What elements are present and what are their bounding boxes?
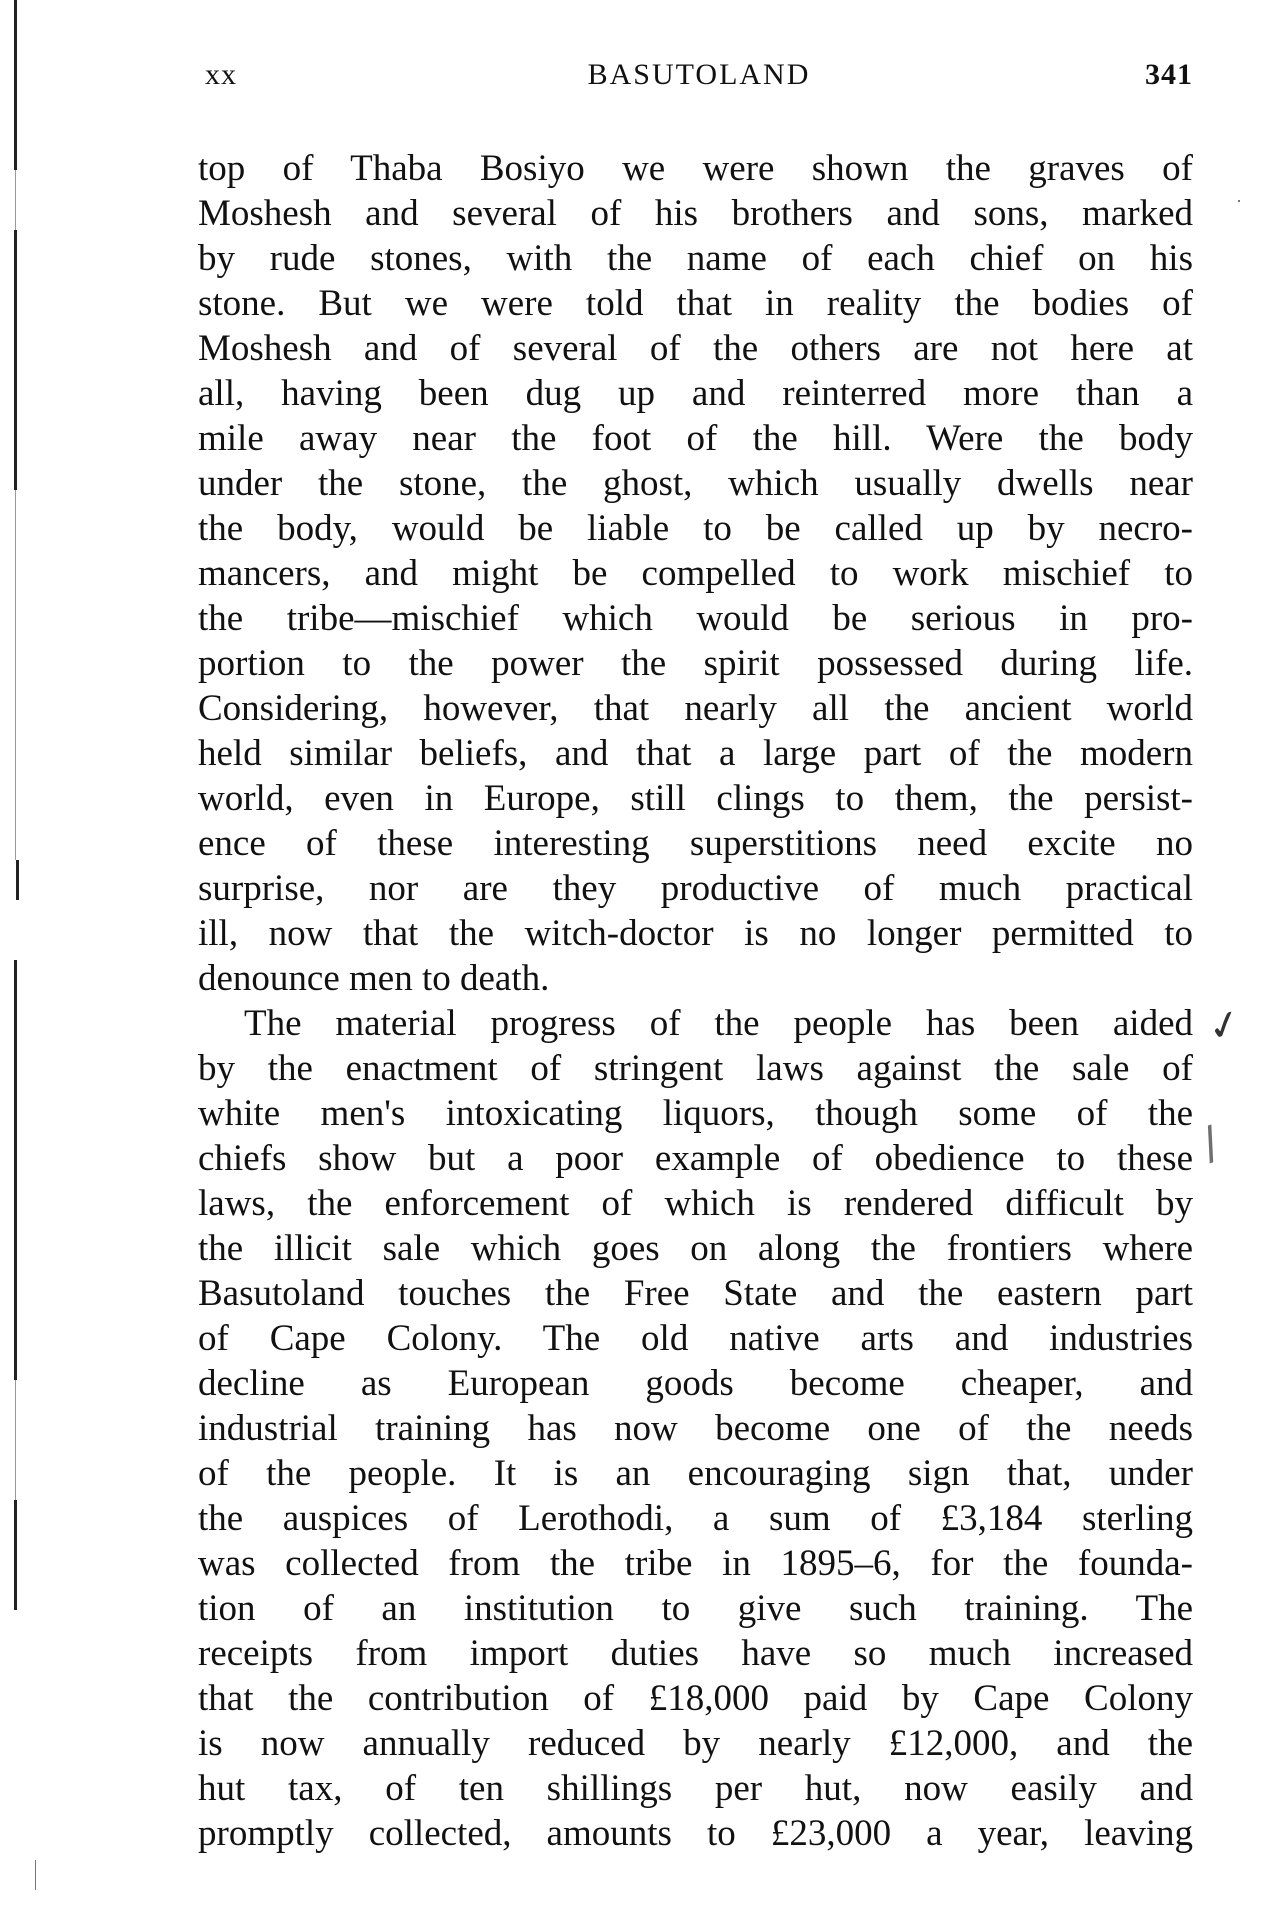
text-line: Basutoland touches the Free State and the eastern part <box>198 1273 1193 1314</box>
text-line: laws, the enforcement of which is rendered difficult by <box>198 1183 1193 1224</box>
text-line: ill, now that the witch-doctor is no longer permitted to <box>198 913 1193 954</box>
text-line: surprise, nor are they productive of much practical <box>198 868 1193 909</box>
paragraph-start-line: The material progress of the people has been aided <box>244 1003 1193 1044</box>
text-line: Moshesh and several of his brothers and sons, marked <box>198 193 1193 234</box>
running-title: BASUTOLAND <box>587 58 811 91</box>
text-line: Considering, however, that nearly all the ancient world <box>198 688 1193 729</box>
body-text <box>198 146 1193 1856</box>
chapter-number: xx <box>205 58 237 91</box>
text-line: promptly collected, amounts to £23,000 a year, leaving <box>198 1813 1193 1854</box>
text-line: tion of an institution to give such training. The <box>198 1588 1193 1629</box>
text-line: ence of these interesting superstitions need excite no <box>198 823 1193 864</box>
text-line: was collected from the tribe in 1895–6, for the founda- <box>198 1543 1193 1584</box>
pencil-check-mark: / <box>1194 1117 1227 1170</box>
text-line: held similar beliefs, and that a large part of the modern <box>198 733 1193 774</box>
text-line: that the contribution of £18,000 paid by Cape Colony <box>198 1678 1193 1719</box>
text-line: receipts from import duties have so much increased <box>198 1633 1193 1674</box>
text-line: all, having been dug up and reinterred more than a <box>198 373 1193 414</box>
text-line: by the enactment of stringent laws against the sale of <box>198 1048 1193 1089</box>
paragraph-end-line: denounce men to death. <box>198 958 550 999</box>
text-line: mile away near the foot of the hill. Were the body <box>198 418 1193 459</box>
text-line: of the people. It is an encouraging sign that, under <box>198 1453 1193 1494</box>
text-line: white men's intoxicating liquors, though some of the <box>198 1093 1193 1134</box>
paper-speck <box>35 1860 36 1890</box>
pencil-check-mark: ✓ <box>1202 999 1247 1053</box>
page-number: 341 <box>1145 58 1193 91</box>
text-line: by rude stones, with the name of each chief on his <box>198 238 1193 279</box>
text-line: the illicit sale which goes on along the frontiers where <box>198 1228 1193 1269</box>
text-line: world, even in Europe, still clings to them, the persist- <box>198 778 1193 819</box>
text-line: industrial training has now become one of the needs <box>198 1408 1193 1449</box>
text-line: top of Thaba Bosiyo we were shown the graves of <box>198 148 1193 189</box>
text-line: stone. But we were told that in reality the bodies of <box>198 283 1193 324</box>
text-line: hut tax, of ten shillings per hut, now easily and <box>198 1768 1193 1809</box>
text-line: mancers, and might be compelled to work mischief to <box>198 553 1193 594</box>
text-line: the tribe—mischief which would be serious in pro- <box>198 598 1193 639</box>
text-line: chiefs show but a poor example of obedience to these <box>198 1138 1193 1179</box>
text-line: the auspices of Lerothodi, a sum of £3,184 sterling <box>198 1498 1193 1539</box>
text-line: decline as European goods become cheaper, and <box>198 1363 1193 1404</box>
text-line: the body, would be liable to be called up by necro- <box>198 508 1193 549</box>
text-line: is now annually reduced by nearly £12,000, and the <box>198 1723 1193 1764</box>
text-line: of Cape Colony. The old native arts and industries <box>198 1318 1193 1359</box>
running-head <box>205 58 1193 102</box>
paper-speck <box>1238 200 1240 202</box>
text-line: portion to the power the spirit possessed during life. <box>198 643 1193 684</box>
binding-edge <box>14 0 18 1907</box>
text-line: under the stone, the ghost, which usually dwells near <box>198 463 1193 504</box>
text-line: Moshesh and of several of the others are not here at <box>198 328 1193 369</box>
